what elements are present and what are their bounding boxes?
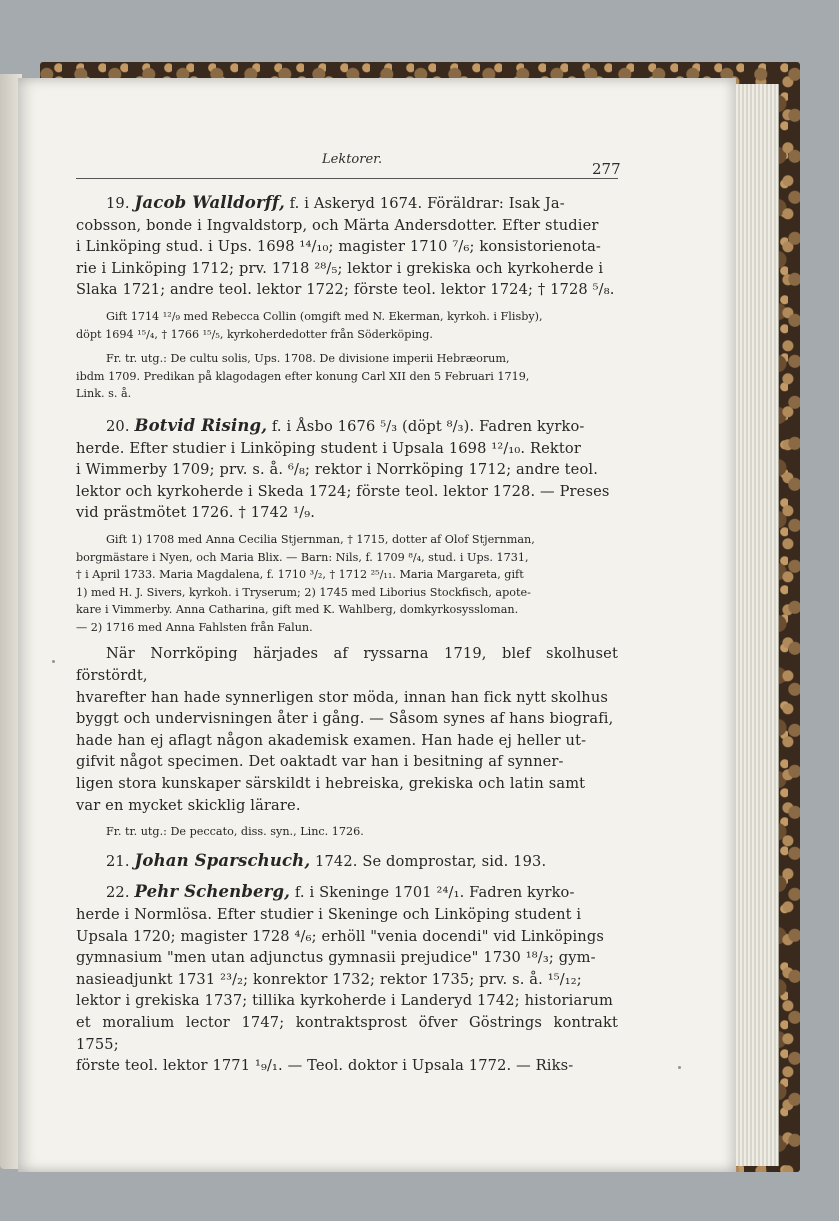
text-line: i Wimmerby 1709; prv. s. å. ⁶/₈; rektor i Norrköping 1712; andre teol. [76, 461, 598, 479]
text-line: gymnasium "men utan adjunctus gymnasii prejudice" 1730 ¹⁸/₃; gym- [76, 949, 596, 967]
marriage-note: döpt 1694 ¹⁵/₄, † 1766 ¹⁵/₅, kyrkoherdedotter från Söderköping. [76, 327, 433, 341]
text-line: hade han ej aflagt någon akademisk examen. Han hade ej heller ut- [76, 731, 587, 749]
marriage-note: — 2) 1716 med Anna Fahlsten från Falun. [76, 620, 313, 634]
text-line: förste teol. lektor 1771 ¹₉/₁. — Teol. doktor i Upsala 1772. — Riks- [76, 1057, 574, 1075]
entry-number: 19. [106, 195, 130, 212]
entry-20 [76, 415, 618, 841]
text-line: lektor och kyrkoherde i Skeda 1724; förste teol. lektor 1728. — Preses [76, 482, 610, 500]
text-line: När Norrköping härjades af ryssarna 1719, blef skolhuset förstördt, [76, 645, 618, 685]
entry-number: 20. [106, 417, 130, 435]
entry-heading-line [76, 881, 618, 904]
person-name: Pehr Schenberg, [134, 882, 291, 902]
entry-21 [76, 850, 618, 873]
publications-note: ibdm 1709. Predikan på klagodagen efter konung Carl XII den 5 Februari 1719, [76, 369, 530, 383]
text-line: herde. Efter studier i Linköping student i Upsala 1698 ¹²/₁₀. Rektor [76, 439, 581, 457]
marriage-note: 1) med H. J. Sivers, kyrkoh. i Tryserum; 2) 1745 med Liborius Stockfisch, apote- [76, 585, 531, 599]
person-name: Jacob Walldorff, [134, 193, 285, 212]
entry-heading-line [76, 415, 618, 438]
text-line: nasieadjunkt 1731 ²³/₂; konrektor 1732; rektor 1735; prv. s. å. ¹⁵/₁₂; [76, 970, 582, 988]
text-line: f. i Askeryd 1674. Föräldrar: Isak Ja- [289, 195, 565, 212]
page-number: 277 [592, 160, 621, 178]
entry-heading-line [76, 850, 618, 873]
entry-number: 21. [106, 852, 130, 870]
text-line: var en mycket skicklig lärare. [76, 796, 301, 814]
header-rule [76, 178, 618, 179]
entry-number: 22. [106, 884, 130, 902]
text-line: hvarefter han hade synnerligen stor möda, innan han fick nytt skolhus [76, 688, 609, 706]
marriage-note: Gift 1) 1708 med Anna Cecilia Stjernman, † 1715, dotter af Olof Stjernman, [106, 532, 535, 546]
text-line: lektor i grekiska 1737; tillika kyrkoherde i Landeryd 1742; historiarum [76, 992, 613, 1010]
text-line: cobsson, bonde i Ingvaldstorp, och Märta Andersdotter. Efter studier [76, 216, 599, 234]
text-line: Slaka 1721; andre teol. lektor 1722; förste teol. lektor 1724; † 1728 ⁵/₈. [76, 281, 615, 299]
person-name: Johan Sparschuch, [134, 850, 311, 870]
text-line: rie i Linköping 1712; prv. 1718 ²⁸/₅; lektor i grekiska och kyrkoherde i [76, 259, 604, 277]
paper-speck [678, 1066, 681, 1069]
text-line: gifvit något specimen. Det oaktadt var han i besitning af synner- [76, 753, 564, 771]
paper-speck [52, 660, 55, 663]
marriage-note: borgmästare i Nyen, och Maria Blix. — Barn: Nils, f. 1709 ⁸/₄, stud. i Ups. 1731, [76, 550, 529, 564]
entry-19 [76, 192, 618, 403]
text-line: f. i Åsbo 1676 ⁵/₃ (döpt ⁸/₃). Fadren kyrko- [271, 417, 585, 435]
text-line: byggt och undervisningen åter i gång. — Såsom synes af hans biografi, [76, 710, 614, 728]
text-line: i Linköping stud. i Ups. 1698 ¹⁴/₁₀; magister 1710 ⁷/₆; konsistorienota- [76, 238, 602, 256]
marriage-note: † i April 1733. Maria Magdalena, f. 1710 ³/₂, † 1712 ²⁵/₁₁. Maria Margareta, gift [76, 568, 524, 582]
page-text [76, 192, 618, 1077]
page-block-edges [730, 84, 779, 1166]
marriage-note: Gift 1714 ¹²/₉ med Rebecca Collin (omgift med N. Ekerman, kyrkoh. i Flisby), [106, 309, 543, 323]
text-line: herde i Normlösa. Efter studier i Skeninge och Linköping student i [76, 906, 582, 923]
running-header [0, 150, 839, 190]
text-line: et moralium lector 1747; kontraktsprost öfver Göstrings kontrakt 1755; [76, 1013, 618, 1053]
marriage-note: kare i Vimmerby. Anna Catharina, gift med K. Wahlberg, domkyrkosyssloman. [76, 603, 519, 617]
person-name: Botvid Rising, [134, 415, 268, 435]
publications-note: Fr. tr. utg.: De peccato, diss. syn., Linc. 1726. [106, 825, 364, 839]
text-line: 1742. Se domprostar, sid. 193. [315, 852, 547, 870]
entry-heading-line [76, 192, 618, 215]
text-line: vid prästmötet 1726. † 1742 ¹/₉. [76, 504, 316, 522]
publications-note: Fr. tr. utg.: De cultu solis, Ups. 1708. De divisione imperii Hebræorum, [106, 352, 510, 366]
publications-note: Link. s. å. [76, 387, 132, 401]
text-line: Upsala 1720; magister 1728 ⁴/₆; erhöll "venia docendi" vid Linköpings [76, 927, 604, 945]
text-line: ligen stora kunskaper särskildt i hebreiska, grekiska och latin samt [76, 775, 586, 793]
text-line: f. i Skeninge 1701 ²⁴/₁. Fadren kyrko- [294, 884, 575, 902]
running-title: Lektorer. [322, 152, 383, 167]
entry-22 [76, 881, 618, 1076]
